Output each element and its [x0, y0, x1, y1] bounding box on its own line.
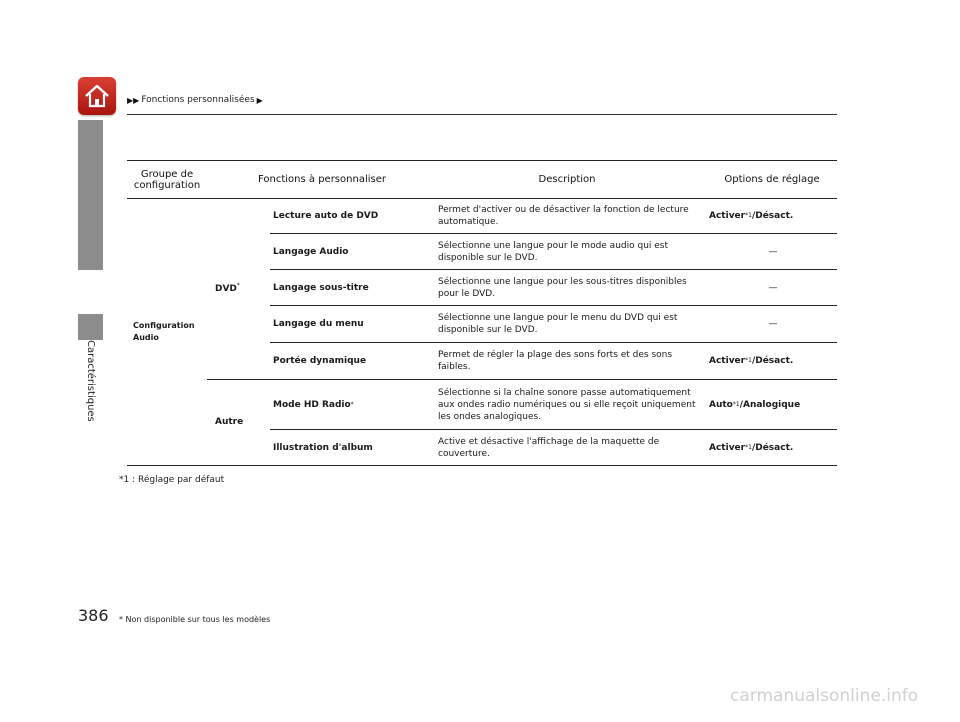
header-description: Description	[538, 174, 596, 185]
side-tab-active[interactable]	[78, 314, 103, 340]
row-description: Active et désactive l'affichage de la maquette de couverture.	[438, 436, 660, 459]
default-mark: *1	[745, 212, 752, 219]
row-options	[709, 380, 837, 429]
table-row	[270, 234, 837, 270]
row-function: Lecture auto de DVD	[273, 210, 379, 221]
row-options: —	[768, 246, 778, 257]
header-function: Fonctions à personnaliser	[258, 174, 386, 185]
breadcrumb-link[interactable]: Fonctions personnalisées	[141, 95, 255, 105]
side-section-label: Caractéristiques	[85, 340, 96, 422]
table-row	[270, 306, 837, 343]
default-mark: *1	[745, 444, 752, 451]
option-default: Activer	[709, 210, 746, 221]
table-header	[127, 160, 837, 199]
option-default: Auto	[709, 399, 733, 410]
row-function: Illustration d'album	[273, 442, 373, 453]
row-options	[709, 198, 837, 233]
header-options: Options de réglage	[724, 174, 820, 185]
side-tab	[78, 120, 103, 270]
subgroup-dvd	[215, 282, 240, 294]
option-alt: /Analogique	[739, 399, 801, 410]
row-options: —	[768, 319, 778, 329]
row-options: —	[768, 282, 778, 293]
row-description: Permet d'activer ou de désactiver la fonction de lecture automatique.	[438, 204, 689, 227]
row-description: Sélectionne une langue pour le mode audio qui est disponible sur le DVD.	[438, 240, 669, 263]
row-function-label: Mode HD Radio	[273, 399, 351, 410]
triangle-icon: ▶	[256, 95, 263, 105]
row-function: Portée dynamique	[273, 355, 367, 366]
row-description: Sélectionne si la chaîne sonore passe automatiquement aux ondes radio numériques ou si elle reçoit uniquement les ondes analogiques.	[438, 387, 696, 422]
option-default: Activer	[709, 355, 746, 366]
row-function	[273, 380, 354, 429]
home-icon	[83, 82, 111, 110]
row-description: Sélectionne une langue pour les sous-titres disponibles pour le DVD.	[438, 276, 687, 299]
row-function: Langage du menu	[273, 319, 364, 329]
default-mark: *1	[732, 401, 740, 408]
table-row	[270, 198, 837, 234]
star-mark: *	[350, 401, 354, 408]
option-default: Activer	[709, 442, 746, 453]
row-function: Langage Audio	[273, 246, 349, 257]
group-label: Configuration Audio	[133, 321, 195, 342]
availability-note: * Non disponible sur tous les modèles	[119, 615, 271, 624]
triangle-icon: ▶▶	[127, 95, 140, 105]
star-mark: *	[236, 282, 240, 289]
default-mark: *1	[745, 357, 752, 364]
option-alt: /Désact.	[751, 210, 794, 221]
page-number: 386	[78, 606, 109, 625]
home-button[interactable]	[78, 77, 116, 115]
table-row	[127, 430, 837, 466]
row-function: Langage sous-titre	[273, 282, 369, 293]
row-description: Permet de régler la plage des sons forts et des sons faibles.	[438, 349, 673, 372]
row-options	[709, 343, 837, 378]
footnote: *1 : Réglage par défaut	[119, 475, 225, 485]
breadcrumb	[127, 95, 263, 105]
header-group: Groupe de configuration	[133, 168, 201, 191]
option-alt: /Désact.	[751, 442, 794, 453]
table-row	[270, 380, 837, 430]
table-row	[270, 270, 837, 306]
row-options	[709, 430, 837, 465]
table-row	[270, 343, 837, 378]
option-alt: /Désact.	[751, 355, 794, 366]
row-description: Sélectionne une langue pour le menu du DVD qui est disponible sur le DVD.	[438, 313, 678, 335]
watermark: carmanualsonline.info	[730, 686, 919, 706]
header-rule	[127, 114, 837, 115]
subgroup-dvd-label: DVD	[215, 284, 237, 294]
subgroup-autre: Autre	[215, 417, 244, 427]
